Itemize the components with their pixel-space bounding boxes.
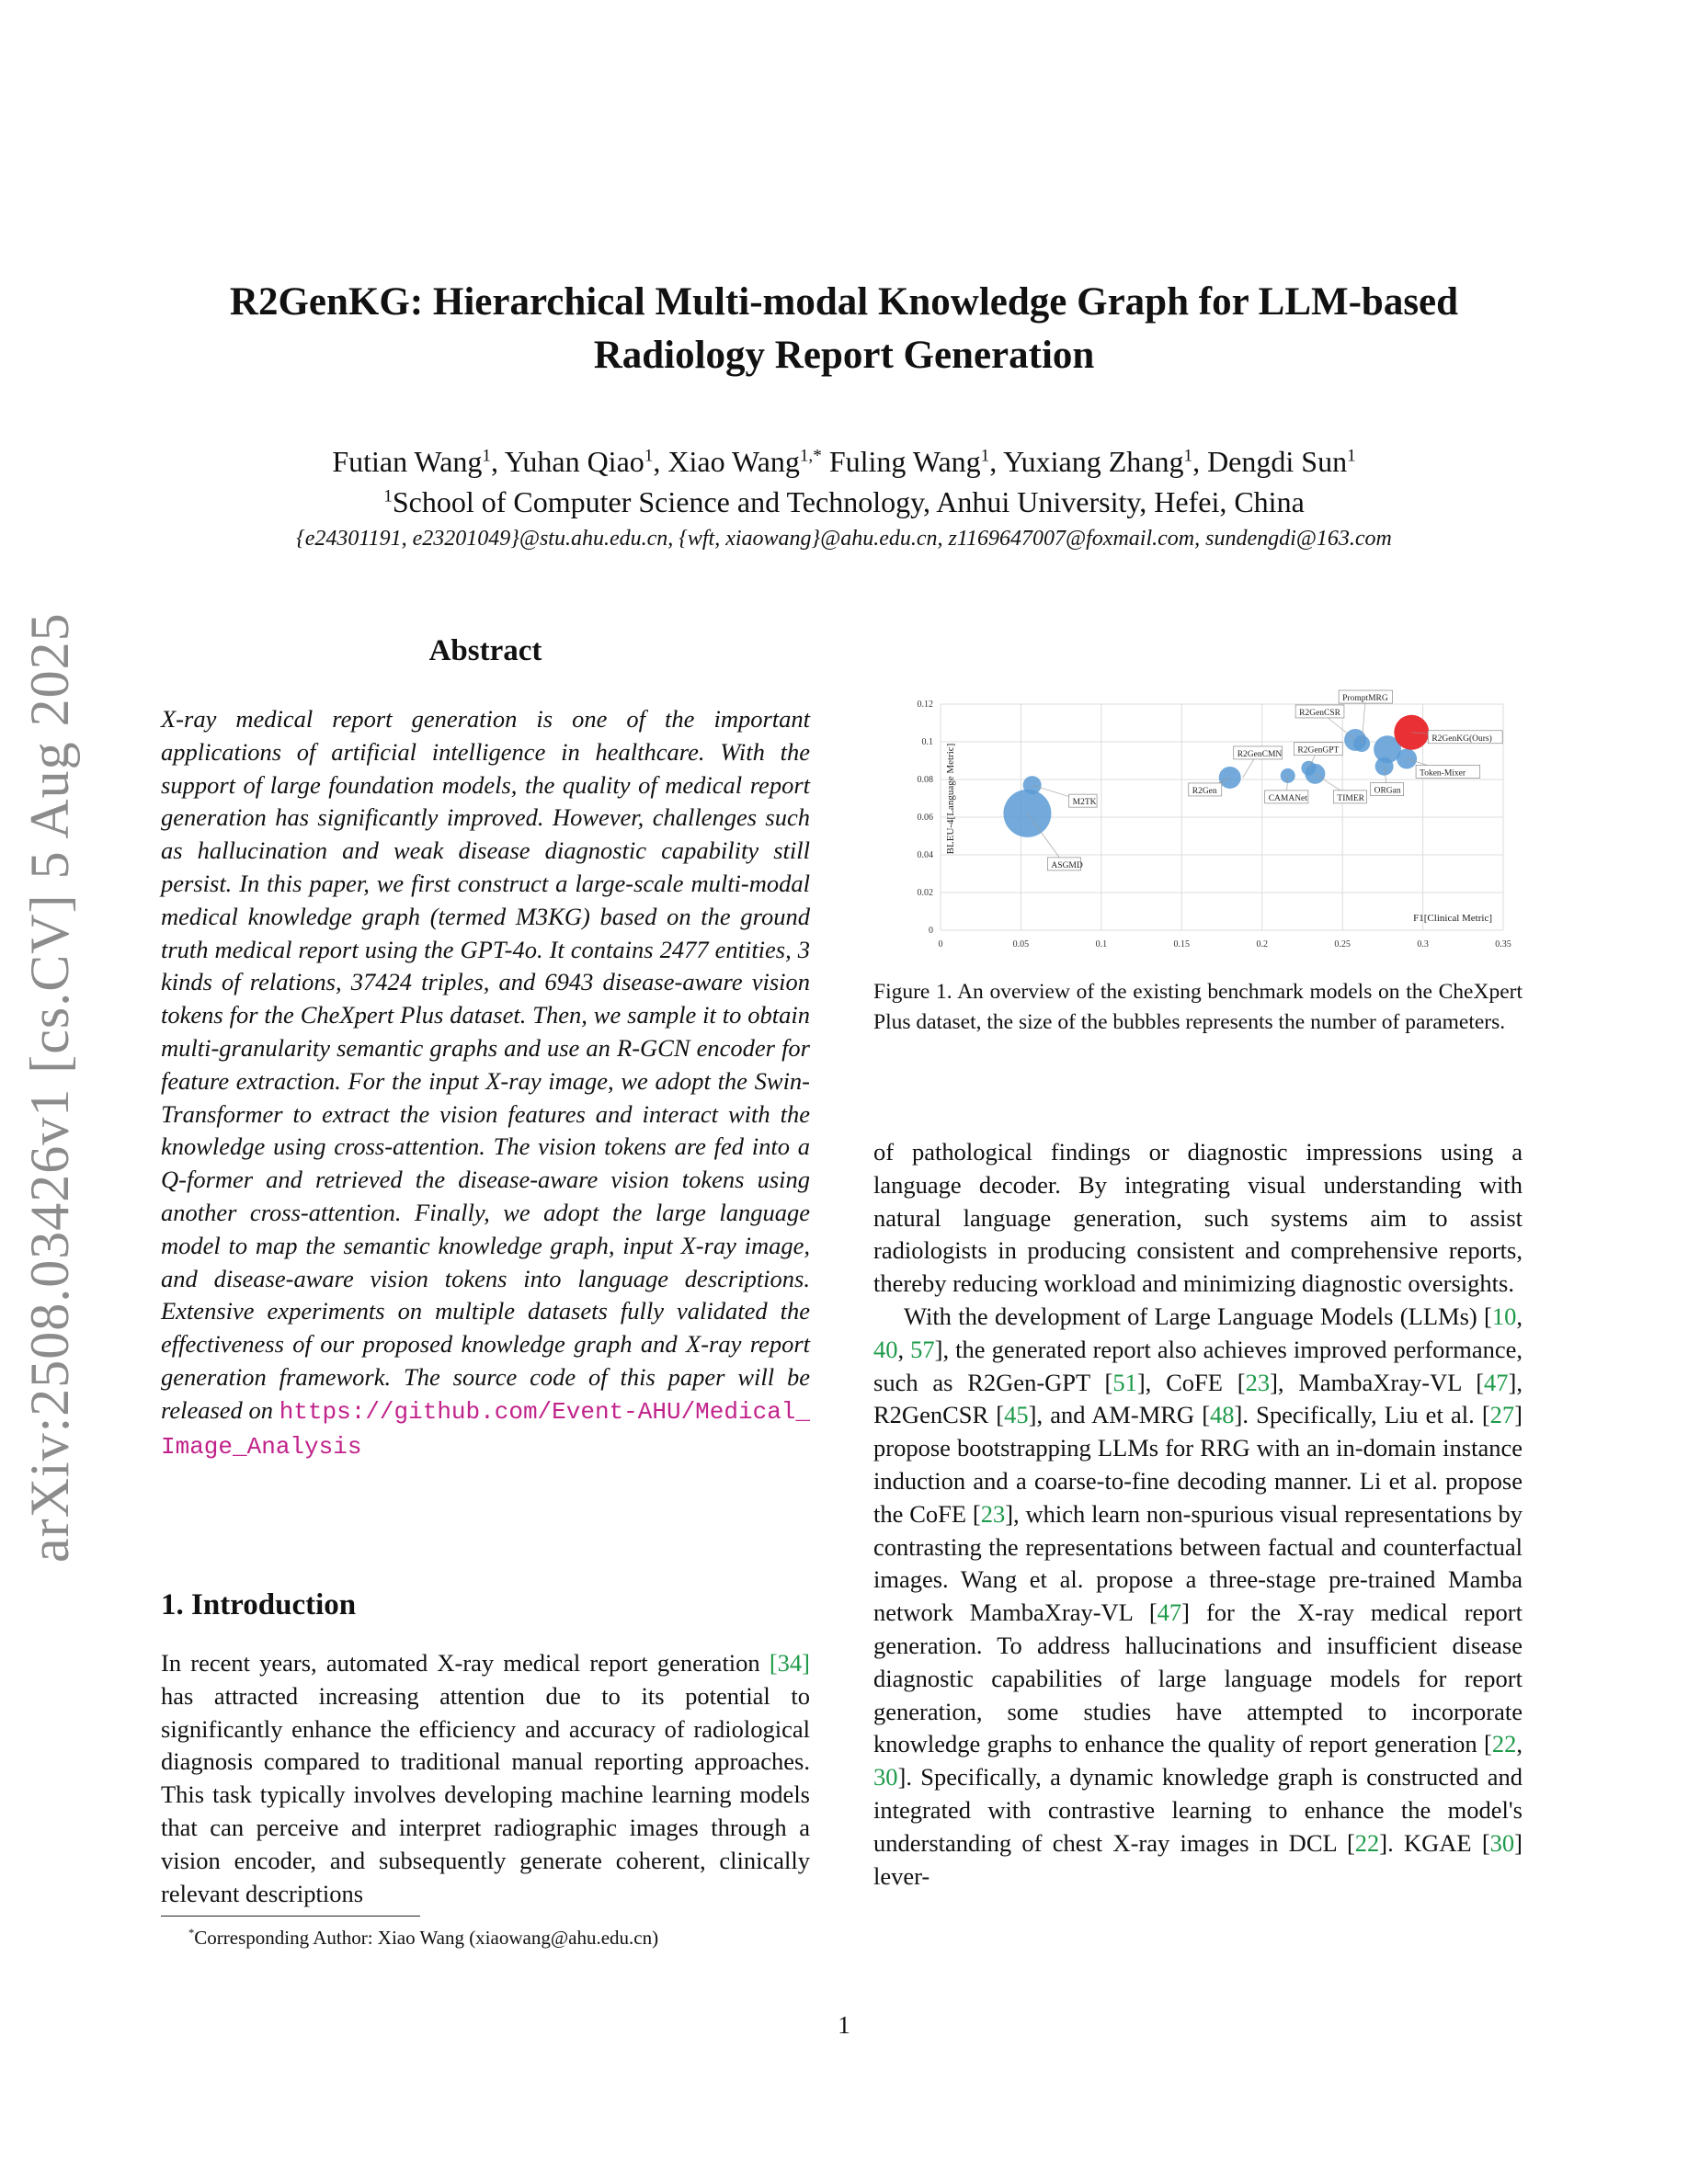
author-name: Fuling Wang [828, 445, 981, 478]
author-affiliation-mark: 1 [1347, 446, 1356, 466]
y-tick-label: 0.04 [917, 850, 933, 860]
footnote [161, 1927, 810, 1950]
author-name: Futian Wang [332, 445, 483, 478]
citation[interactable]: 47 [1484, 1368, 1509, 1396]
body-text: ] lever- [873, 1828, 1523, 1890]
citation[interactable]: 10 [1491, 1302, 1517, 1330]
body-text: , [1516, 1302, 1523, 1330]
y-tick-label: 0 [929, 926, 933, 936]
x-tick-label: 0.25 [1334, 939, 1351, 950]
citation[interactable]: 27 [1489, 1401, 1515, 1429]
x-tick-label: 0.3 [1417, 939, 1429, 950]
body-text: , [897, 1335, 911, 1363]
page-number: 1 [838, 2011, 850, 2039]
x-axis-label: F1[Clinical Metric] [1413, 913, 1492, 924]
citation[interactable]: 30 [873, 1763, 898, 1792]
title-line-1: R2GenKG: Hierarchical Multi-modal Knowledge Graph for LLM-based [229, 280, 1459, 324]
author-list: Futian Wang$^1$, Yuhan Qiao$^1$, Xiao Wang$^{1,*}$ Fuling Wang$^1$, Yuxiang Zhang$^1$, Dengdi Sun$^1$ [332, 445, 1356, 478]
figure-caption: Figure 1. An overview of the existing benchmark models on the CheXpert Plus dataset, the size of the bubbles represents the number of parameters. [873, 980, 1523, 1034]
author-name: Yuxiang Zhang [1003, 445, 1184, 478]
citation[interactable]: 22 [1354, 1828, 1380, 1857]
x-tick-label: 0.1 [1095, 939, 1108, 950]
right-column-body [873, 1136, 1523, 1893]
body-text: ], which learn non-spurious visual representations by contrasting the representations between factual and counterfactual images. Wang et al. propose a three-stage pre-trained Mamba network MambaXray-VL [ [873, 1499, 1523, 1627]
paper-title [156, 276, 1532, 382]
intro-paragraph [161, 1647, 810, 1910]
citation[interactable]: 22 [1491, 1730, 1517, 1758]
citation[interactable]: 47 [1157, 1598, 1182, 1627]
author-affiliation-mark: 1 [644, 446, 654, 466]
right-paragraph-1: of pathological findings or diagnostic impressions using a language decoder. By integrating visual understanding with natural language generation, such systems aim to assist radiologists in producing consistent and comprehensive reports, thereby reducing workload and minimizing diagnostic oversights. [873, 1138, 1523, 1298]
bubble-r2gengpt [1301, 761, 1316, 776]
citation[interactable]: 48 [1210, 1401, 1235, 1429]
body-text: ]. Specifically, a dynamic knowledge graph is constructed and integrated with contrastive learning to enhance the model's understanding of chest X-ray images in DCL [ [873, 1763, 1523, 1857]
data-label: M2TK [1072, 798, 1097, 808]
x-tick-label: 0.05 [1012, 939, 1030, 950]
bubble-r2gen [1219, 767, 1241, 789]
body-text: ], R2GenCSR [ [873, 1368, 1523, 1429]
citation[interactable]: 40 [873, 1335, 898, 1363]
affiliation-text: School of Computer Science and Technology, Anhui University, Hefei, China [392, 485, 1305, 518]
x-tick-label: 0.2 [1256, 939, 1268, 950]
body-text: , [1516, 1730, 1523, 1758]
author-name: Dengdi Sun [1207, 445, 1348, 478]
abstract-heading: Abstract [428, 634, 542, 667]
author-block [156, 441, 1532, 522]
data-label: ORGan [1374, 786, 1401, 796]
body-text: ], CoFE [ [1136, 1368, 1246, 1396]
citation[interactable]: 57 [910, 1335, 935, 1363]
citation[interactable]: 23 [1245, 1368, 1271, 1396]
affiliation [156, 482, 1532, 522]
y-axis-label: BLEU-4[Language Metric] [945, 743, 956, 855]
data-label: TIMER [1337, 793, 1364, 803]
github-link[interactable]: https://github.com/Event-AHU/Medical_Image_Analysis [161, 1397, 810, 1461]
author-affiliation-mark: 1,* [799, 446, 822, 466]
body-text: ]. Specifically, Liu et al. [ [1234, 1401, 1490, 1429]
data-label: PromptMRG [1342, 694, 1388, 704]
author-name: Yuhan Qiao [504, 445, 644, 478]
affiliation-mark: 1 [383, 486, 393, 506]
y-tick-label: 0.06 [917, 813, 933, 823]
abstract-text: X-ray medical report generation is one of the important applications of artificial intelligence in healthcare. With the support of large foundation models, the quality of medical report generation has significantly improved. However, challenges such as hallucination and weak disease diagnostic capability still persist. In this paper, we first construct a large-scale multi-modal medical knowledge graph (termed M3KG) based on the ground truth medical report using the GPT-4o. It contains 2477 entities, 3 kinds of relations, 37424 triples, and 6943 disease-aware vision tokens for the CheXpert Plus dataset. Then, we sample it to obtain multi-granularity semantic graphs and use an R-GCN encoder for feature extraction. For the input X-ray image, we adopt the Swin-Transformer to extract the vision features and interact with the knowledge using cross-attention. The vision tokens are fed into a Q-former and retrieved the disease-aware vision tokens using another cross-attention. Finally, we adopt the large language model to map the semantic knowledge graph, input X-ray image, and disease-aware vision tokens into language descriptions. Extensive experiments on multiple datasets fully validated the effectiveness of our proposed knowledge graph and X-ray report generation framework. The source code of this paper will be released on [161, 705, 810, 1424]
intro-heading: 1. Introduction [161, 1588, 357, 1621]
x-tick-label: 0.35 [1495, 939, 1511, 950]
x-tick-label: 0.15 [1173, 939, 1191, 950]
citation[interactable]: 51 [1112, 1368, 1137, 1396]
body-text: ] for the X-ray medical report generation. To address hallucinations and insufficient disease diagnostic capabilities of large language models for report generation, some studies have attempted to incorporate knowledge graphs to enhance the quality of report generation [ [873, 1598, 1523, 1758]
body-text: ], the generated report also achieves improved performance, such as R2Gen-GPT [ [873, 1335, 1523, 1396]
citation[interactable]: 45 [1004, 1401, 1029, 1429]
right-paragraph-2 [873, 1301, 1523, 1893]
body-text: ] propose bootstrapping LLMs for RRG with an in-domain instance induction and a coarse-to-fine decoding manner. Li et al. propose the CoFE [ [873, 1401, 1523, 1528]
author-emails: {e24301191, e23201049}@stu.ahu.edu.cn, {wft, xiaowang}@ahu.edu.cn, z1169647007@foxmail.com, sundengdi@163.com [296, 527, 1392, 551]
intro-text-a: In recent years, automated X-ray medical report generation [161, 1649, 770, 1677]
title-line-2: Radiology Report Generation [593, 334, 1095, 377]
intro-text-b: has attracted increasing attention due to its potential to significantly enhance the efficiency and accuracy of radiological diagnosis compared to traditional manual reporting approaches. This task typically involves developing machine learning models that can perceive and interpret radiographic images through a vision encoder, and subsequently generate coherent, clinically relevant descriptions [161, 1681, 810, 1907]
abstract-body [161, 703, 810, 1463]
body-text: ], and AM-MRG [ [1028, 1401, 1211, 1429]
data-label: R2GenCSR [1299, 708, 1341, 718]
data-label: R2Gen [1192, 786, 1217, 796]
data-label: Token-Mixer [1420, 768, 1466, 779]
data-label: R2GenCMN [1237, 749, 1283, 759]
data-label: R2GenGPT [1297, 745, 1340, 756]
footnote-text: Corresponding Author: Xiao Wang (xiaowang@ahu.edu.cn) [194, 1927, 659, 1949]
bubble-chart [896, 689, 1522, 965]
y-tick-label: 0.1 [921, 737, 933, 747]
footnote-rule [161, 1916, 420, 1917]
arxiv-identifier: arXiv:2508.03426v1 [cs.CV] 5 Aug 2025 [19, 612, 80, 1563]
author-affiliation-mark: 1 [980, 446, 990, 466]
body-text: ], MambaXray-VL [ [1270, 1368, 1485, 1396]
citation[interactable]: 30 [1489, 1828, 1515, 1857]
y-tick-label: 0.12 [917, 700, 933, 710]
y-tick-label: 0.08 [917, 775, 933, 785]
body-text: ]. KGAE [ [1379, 1828, 1490, 1857]
data-label: ASGMD [1051, 860, 1083, 870]
citation[interactable]: 23 [980, 1499, 1006, 1528]
data-label: CAMANet [1268, 793, 1307, 803]
author-affiliation-mark: 1 [1183, 446, 1193, 466]
x-tick-label: 0 [938, 939, 943, 950]
body-text: With the development of Large Language Models (LLMs) [ [904, 1302, 1492, 1330]
author-name: Xiao Wang [667, 445, 800, 478]
data-label: R2GenKG(Ours) [1431, 734, 1492, 744]
author-affiliation-mark: 1 [482, 446, 491, 466]
citation[interactable]: [34] [769, 1649, 810, 1677]
footnote-mark: * [188, 1927, 195, 1939]
y-tick-label: 0.02 [917, 888, 933, 898]
